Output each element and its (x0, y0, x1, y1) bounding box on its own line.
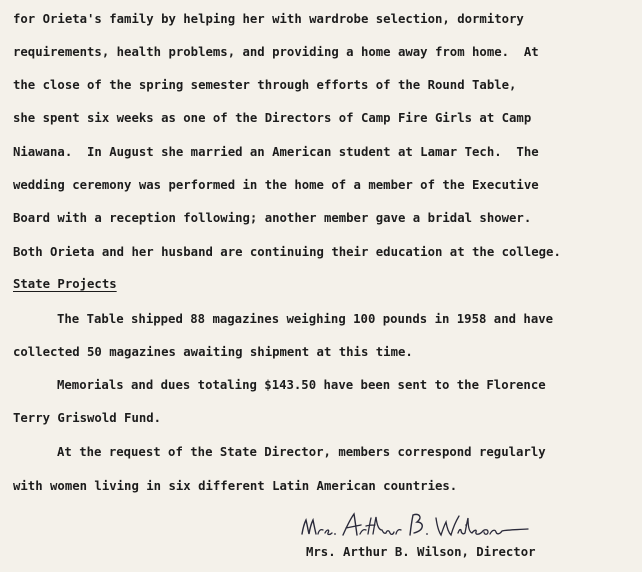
para3-line-2: with women living in six different Latin American countries. (13, 479, 458, 493)
typed-signature: Mrs. Arthur B. Wilson, Director (306, 545, 536, 559)
body-line-1: for Orieta's family by helping her with wardrobe selection, dormitory (13, 12, 524, 26)
body-line-8: Both Orieta and her husband are continuing their education at the college. (13, 245, 561, 259)
body-line-2: requirements, health problems, and providing a home away from home. At (13, 45, 539, 59)
handwritten-signature (296, 508, 536, 544)
para3-line-1: At the request of the State Director, members correspond regularly (57, 445, 546, 459)
para1-line-2: collected 50 magazines awaiting shipment at this time. (13, 345, 413, 359)
body-line-4: she spent six weeks as one of the Directors of Camp Fire Girls at Camp (13, 111, 532, 125)
para1-line-1: The Table shipped 88 magazines weighing 100 pounds in 1958 and have (57, 312, 554, 326)
para2-line-1: Memorials and dues totaling $143.50 have been sent to the Florence (57, 378, 546, 392)
para2-line-2: Terry Griswold Fund. (13, 411, 162, 425)
body-line-3: the close of the spring semester through efforts of the Round Table, (13, 78, 517, 92)
body-line-7: Board with a reception following; another member gave a bridal shower. (13, 211, 532, 225)
section-heading: State Projects (13, 277, 117, 291)
body-line-5: Niawana. In August she married an American student at Lamar Tech. The (13, 145, 539, 159)
body-line-6: wedding ceremony was performed in the home of a member of the Executive (13, 178, 539, 192)
